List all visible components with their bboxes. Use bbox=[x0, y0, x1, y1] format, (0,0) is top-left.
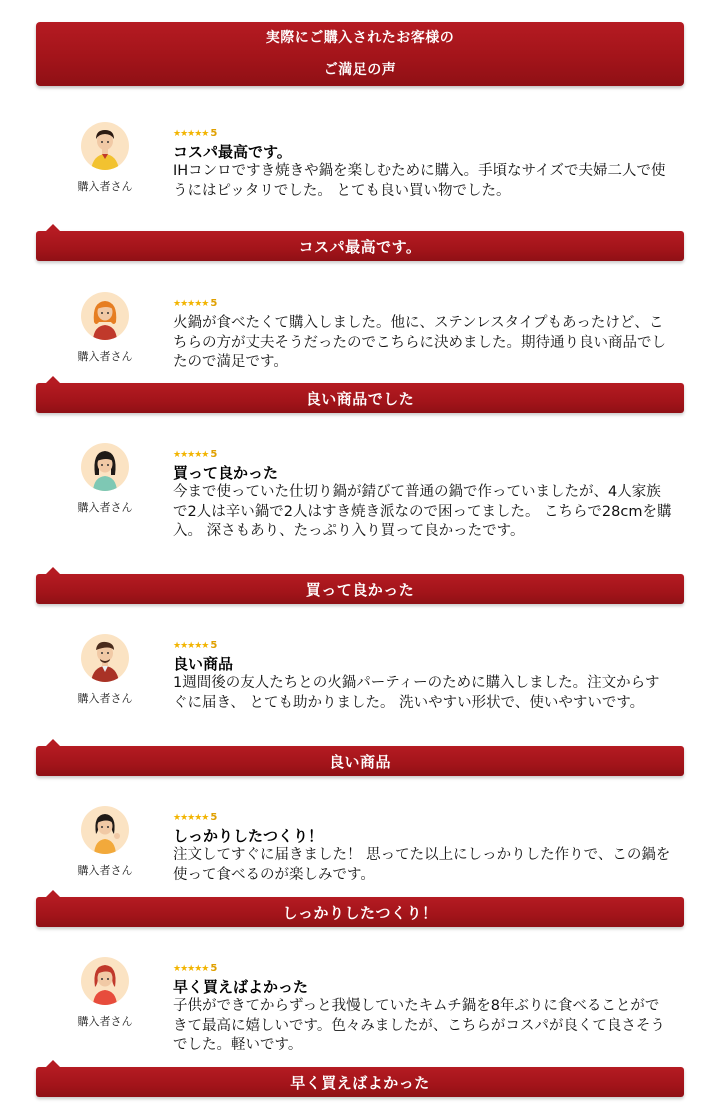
review-title: 買って良かった bbox=[173, 464, 279, 482]
rating-value: 5 bbox=[210, 128, 218, 139]
review-title: しっかりしたつくり！ bbox=[173, 827, 324, 845]
review-body: 今まで使っていた仕切り鍋が錆びて普通の鍋で作っていましたが、4人家族で2人は辛い鍋で2人はすき焼き派なので困ってました。 こちらで28cmを購入。 深さもあり、たっぷり入り買って良かったです。 bbox=[173, 484, 672, 539]
reviewer-name: 購入者さん bbox=[77, 864, 133, 877]
reviewer-block bbox=[70, 292, 140, 364]
reviewer-block bbox=[70, 443, 140, 515]
review-body: 1週間後の友人たちとの火鍋パーティーのために購入しました。注文からすぐに届き、 とても助かりました。 洗いやすい形状で、使いやすいです。 bbox=[173, 675, 660, 711]
star-rating bbox=[173, 128, 217, 140]
rating-value: 5 bbox=[210, 449, 218, 460]
review-title: 良い商品 bbox=[173, 655, 234, 673]
stars-icon: ★★★★★ bbox=[173, 450, 209, 460]
review-banner bbox=[36, 383, 684, 413]
stars-icon: ★★★★★ bbox=[173, 299, 209, 309]
rating-value: 5 bbox=[210, 963, 218, 974]
reviewer-block bbox=[70, 634, 140, 706]
review-banner bbox=[36, 746, 684, 776]
banner-label: しっかりしたつくり！ bbox=[282, 903, 438, 922]
review-body: 注文してすぐに届きました！ 思ってた以上にしっかりした作りで、この鍋を使って食べるのが楽しみです。 bbox=[173, 847, 671, 883]
reviewer-name: 購入者さん bbox=[77, 350, 133, 363]
reviewer-name: 購入者さん bbox=[77, 501, 133, 514]
review-title: コスパ最高です。 bbox=[173, 143, 292, 161]
star-rating bbox=[173, 298, 217, 310]
stars-icon: ★★★★★ bbox=[173, 964, 209, 974]
stars-icon: ★★★★★ bbox=[173, 641, 209, 651]
woman-avatar-icon bbox=[81, 292, 129, 340]
review-body: 火鍋が食べたくて購入しました。他に、ステンレスタイプもあったけど、こちらの方が丈夫そうだったのでこちらに決めました。期待通り良い商品でしたので満足です。 bbox=[173, 315, 666, 370]
woman-avatar-icon bbox=[81, 443, 129, 491]
rating-value: 5 bbox=[210, 640, 218, 651]
man-avatar-icon bbox=[81, 122, 129, 170]
reviewer-block bbox=[70, 806, 140, 878]
review-banner bbox=[36, 231, 684, 261]
review-body: 子供ができてからずっと我慢していたキムチ鍋を8年ぶりに食べることができて最高に嬉しいです。色々みましたが、こちらがコスパが良くて良さそうでした。軽いです。 bbox=[173, 998, 665, 1053]
testimonials-header bbox=[36, 22, 684, 86]
reviewer-name: 購入者さん bbox=[77, 692, 133, 705]
reviewer-block bbox=[70, 122, 140, 194]
star-rating bbox=[173, 640, 217, 652]
review-banner bbox=[36, 1067, 684, 1097]
banner-label: 買って良かった bbox=[305, 580, 415, 599]
star-rating bbox=[173, 812, 217, 824]
rating-value: 5 bbox=[210, 298, 218, 309]
review-banner bbox=[36, 574, 684, 604]
stars-icon: ★★★★★ bbox=[173, 129, 209, 139]
header-line-2: ご満足の声 bbox=[323, 62, 397, 78]
man-avatar-icon bbox=[81, 634, 129, 682]
review-title: 早く買えばよかった bbox=[173, 978, 309, 996]
rating-value: 5 bbox=[210, 812, 218, 823]
header-line-1: 実際にご購入されたお客様の bbox=[265, 30, 455, 46]
woman-avatar-icon bbox=[81, 957, 129, 1005]
reviewer-name: 購入者さん bbox=[77, 1015, 133, 1028]
review-banner bbox=[36, 897, 684, 927]
banner-label: 良い商品 bbox=[328, 752, 391, 771]
banner-label: コスパ最高です。 bbox=[298, 237, 422, 256]
woman-avatar-icon bbox=[81, 806, 129, 854]
stars-icon: ★★★★★ bbox=[173, 813, 209, 823]
reviewer-block bbox=[70, 957, 140, 1029]
star-rating bbox=[173, 449, 217, 461]
star-rating bbox=[173, 963, 217, 975]
review-body: IHコンロですき焼きや鍋を楽しむために購入。手頃なサイズで夫婦二人で使うにはピッタリでした。 とても良い買い物でした。 bbox=[173, 163, 666, 199]
banner-label: 早く買えばよかった bbox=[290, 1073, 430, 1092]
reviewer-name: 購入者さん bbox=[77, 180, 133, 193]
banner-label: 良い商品でした bbox=[305, 389, 415, 408]
